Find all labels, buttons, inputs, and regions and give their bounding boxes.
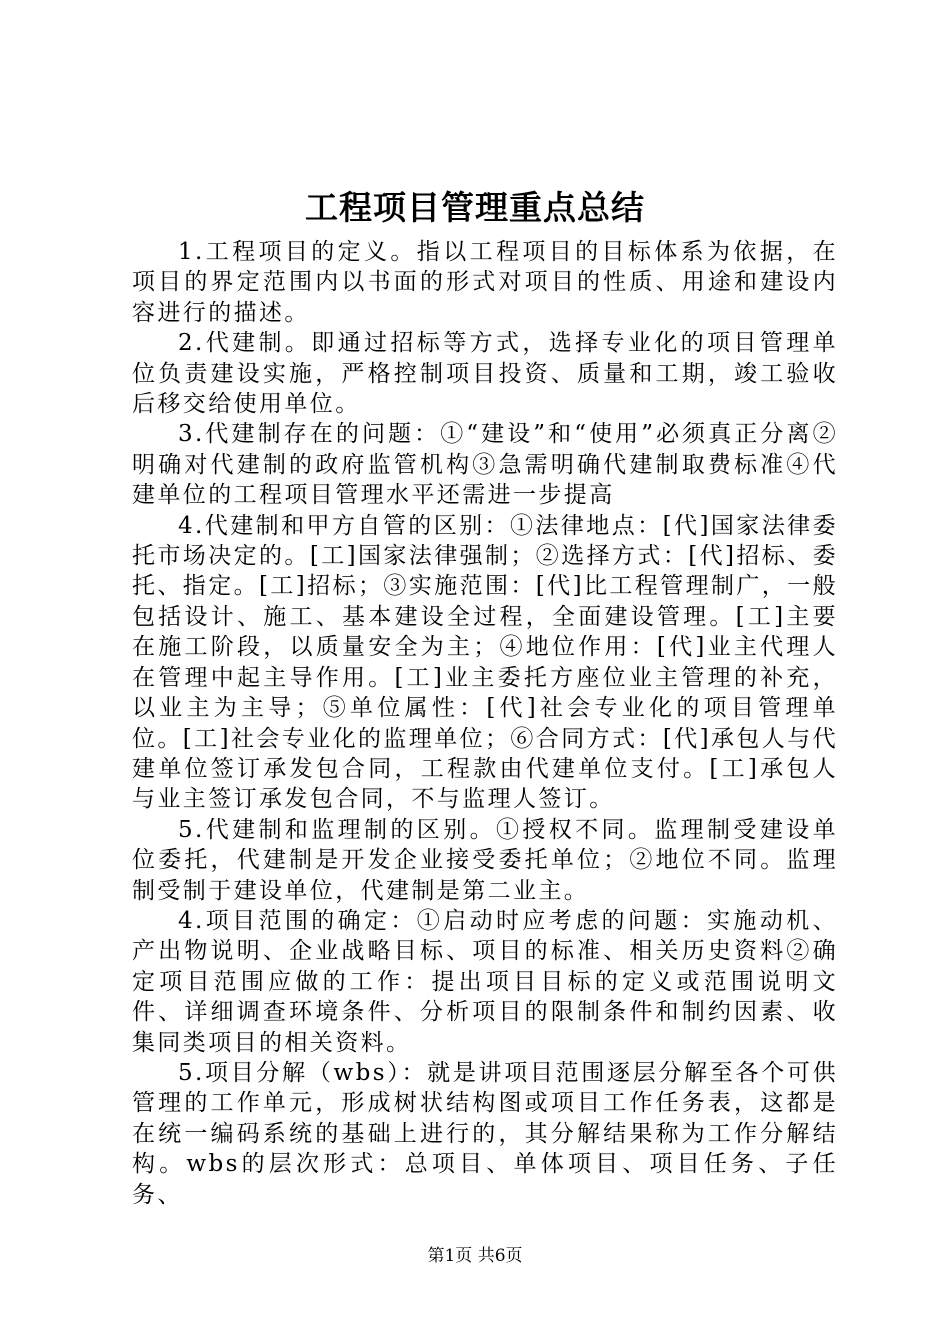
page-footer: 第1页 共6页	[427, 1246, 523, 1266]
paragraph-4: 4.代建制和甲方自管的区别：①法律地点：[代]国家法律委托市场决定的。[工]国家法律强制；②选择方式：[代]招标、委托、指定。[工]招标；③实施范围：[代]比工程管理制广，一般包括设计、施工、基本建设全过程，全面建设管理。[工]主要在施工阶段，以质量安全为主；④地位作用：[代]业主代理人在管理中起主导作用。[工]业主委托方座位业主管理的补充，以业主为主导；⑤单位属性：[代]社会专业化的项目管理单位。[工]社会专业化的监理单位；⑥合同方式：[代]承包人与代建单位签订承发包合同，工程款由代建单位支付。[工]承包人与业主签订承发包合同，不与监理人签订。	[132, 512, 838, 813]
paragraph-1: 1.工程项目的定义。指以工程项目的目标体系为依据，在项目的界定范围内以书面的形式对项目的性质、用途和建设内容进行的描述。	[132, 239, 838, 326]
paragraph-7: 5.项目分解（wbs）：就是讲项目范围逐层分解至各个可供管理的工作单元，形成树状结构图或项目工作任务表，这都是在统一编码系统的基础上进行的，其分解结果称为工作分解结构。wbs的层次形式：总项目、单体项目、项目任务、子任务、	[132, 1059, 838, 1208]
paragraph-2: 2.代建制。即通过招标等方式，选择专业化的项目管理单位负责建设实施，严格控制项目投资、质量和工期，竣工验收后移交给使用单位。	[132, 330, 838, 418]
document-title: 工程项目管理重点总结	[305, 188, 645, 227]
paragraph-5: 5.代建制和监理制的区别。①授权不同。监理制受建设单位委托，代建制是开发企业接受委托单位；②地位不同。监理制受制于建设单位，代建制是第二业主。	[132, 816, 838, 904]
paragraph-6: 4.项目范围的确定：①启动时应考虑的问题：实施动机、产出物说明、企业战略目标、项目的标准、相关历史资料②确定项目范围应做的工作：提出项目目标的定义或范围说明文件、详细调查环境条件、分析项目的限制条件和制约因素、收集同类项目的相关资料。	[132, 907, 838, 1056]
document-body	[132, 237, 838, 1210]
paragraph-3: 3.代建制存在的问题：①“建设”和“使用”必须真正分离②明确对代建制的政府监管机构③急需明确代建制取费标准④代建单位的工程项目管理水平还需进一步提高	[132, 421, 838, 509]
